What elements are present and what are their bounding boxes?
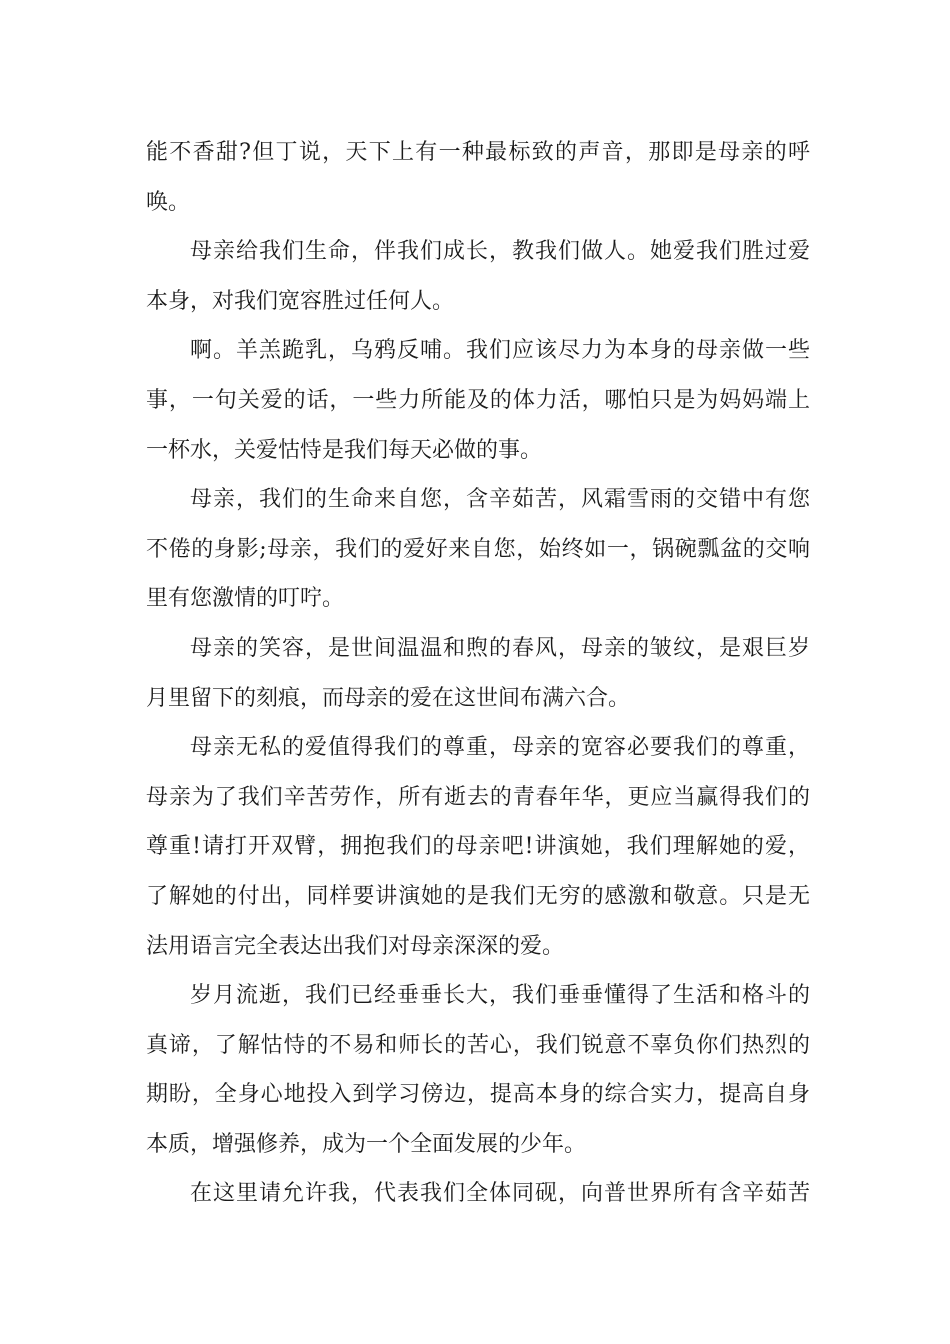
text-line: 岁月流逝，我们已经垂垂长大，我们垂垂懂得了生活和格斗的 <box>190 983 810 1009</box>
document-body <box>146 128 810 1219</box>
text-line: 里有您激情的叮咛。 <box>146 586 345 612</box>
text-line: 了解她的付出，同样要讲演她的是我们无穷的感激和敬意。只是无 <box>146 883 810 909</box>
text-line: 母亲无私的爱值得我们的尊重，母亲的宽容必要我们的尊重， <box>190 735 810 761</box>
text-line: 真谛，了解怙恃的不易和师长的苦心，我们锐意不辜负你们热烈的 <box>146 1032 810 1058</box>
text-line: 一杯水，关爱怙恃是我们每天必做的事。 <box>146 437 543 463</box>
text-line: 母亲给我们生命，伴我们成长，教我们做人。她爱我们胜过爱 <box>190 239 810 265</box>
text-line: 不倦的身影;母亲，我们的爱好来自您，始终如一，锅碗瓢盆的交响 <box>146 536 810 562</box>
text-line: 母亲为了我们辛苦劳作，所有逝去的青春年华，更应当赢得我们的 <box>146 784 810 810</box>
text-line: 期盼，全身心地投入到学习傍边，提高本身的综合实力，提高自身 <box>146 1082 810 1108</box>
text-line: 事，一句关爱的话，一些力所能及的体力活，哪怕只是为妈妈端上 <box>146 387 810 413</box>
text-line: 本身，对我们宽容胜过任何人。 <box>146 288 455 314</box>
text-line: 月里留下的刻痕，而母亲的爱在这世间布满六合。 <box>146 685 631 711</box>
text-line: 能不香甜?但丁说，天下上有一种最标致的声音，那即是母亲的呼 <box>146 140 810 165</box>
text-line: 母亲，我们的生命来自您，含辛茹苦，风霜雪雨的交错中有您 <box>190 487 810 513</box>
text-line: 唤。 <box>146 189 191 215</box>
text-line: 母亲的笑容，是世间温温和煦的春风，母亲的皱纹，是艰巨岁 <box>190 635 810 661</box>
text-line: 啊。羊羔跪乳，乌鸦反哺。我们应该尽力为本身的母亲做一些 <box>190 338 810 364</box>
text-line: 法用语言完全表达出我们对母亲深深的爱。 <box>146 933 565 959</box>
text-line: 尊重!请打开双臂，拥抱我们的母亲吧!讲演她，我们理解她的爱， <box>146 834 810 860</box>
text-line: 在这里请允许我，代表我们全体同砚，向普世界所有含辛茹苦 <box>190 1181 810 1207</box>
text-line: 本质，增强修养，成为一个全面发展的少年。 <box>146 1131 587 1157</box>
